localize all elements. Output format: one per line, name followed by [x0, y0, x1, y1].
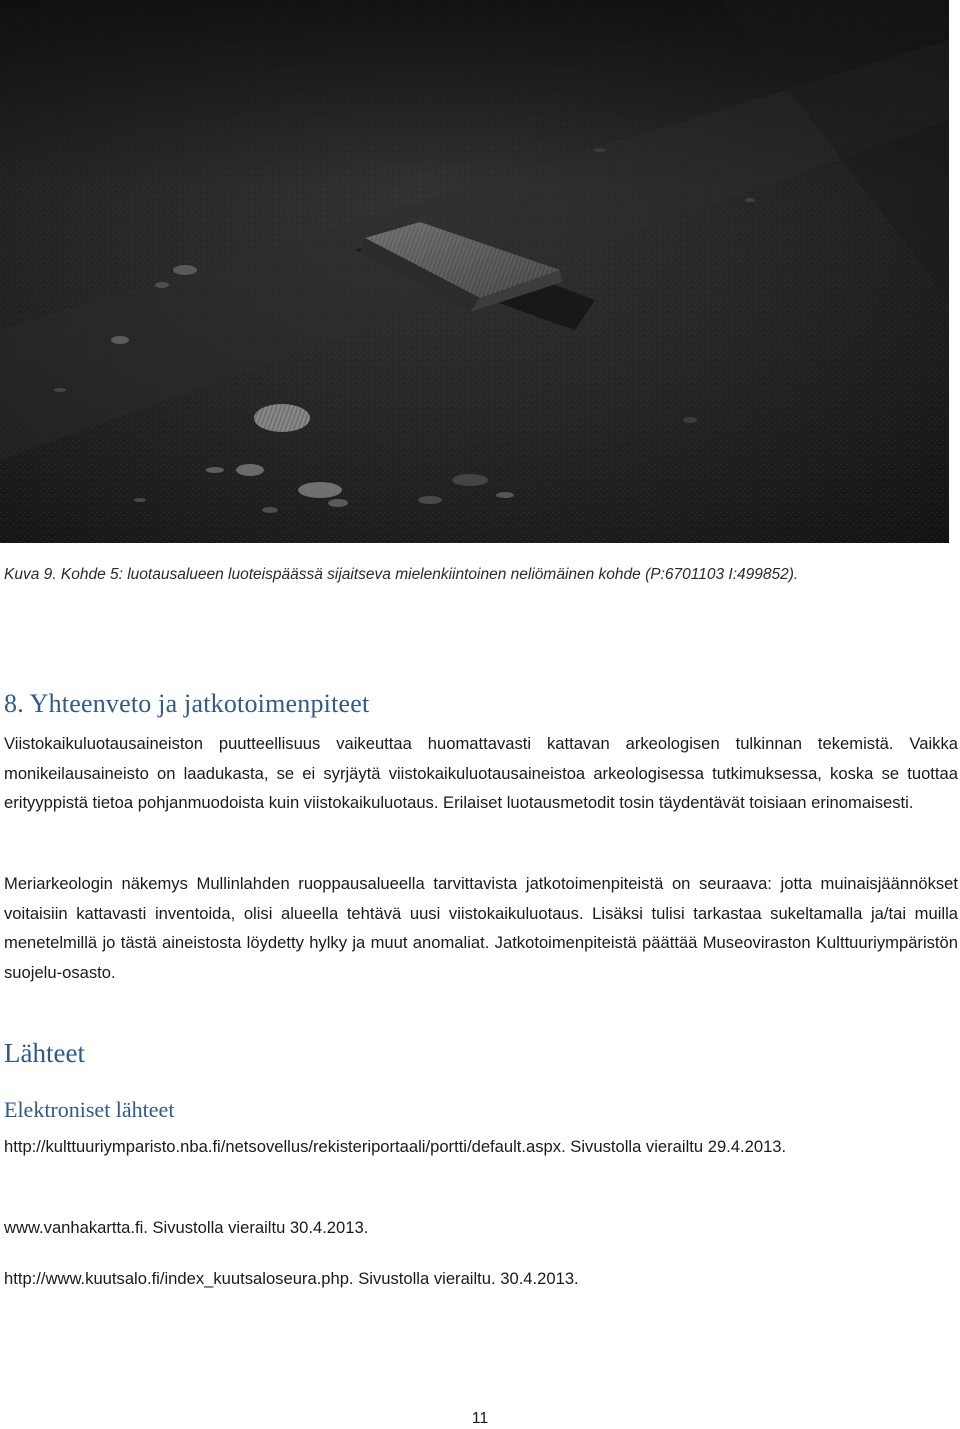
page-number: 11 [471, 1410, 489, 1427]
references-heading: Lähteet [4, 1038, 85, 1068]
section-heading: 8. Yhteenveto ja jatkotoimenpiteet [4, 689, 370, 718]
summary-paragraph-1: Viistokaikuluotausaineiston puutteellisuus vaikeuttaa huomattavasti kattavan arkeologisen tulkinnan tekemistä. Vaikka monikeilausaineisto on laadukasta, se ei syrjäytä viistokaikuluotausaineistoa arkeologisessa tutkimuksessa, koska se tuottaa erityyppistä tietoa pohjanmuodoista kuin viistokaikuluotaus. Erilaiset luotausmetodit tosin täydentävät toisiaan erinomaisesti. [4, 734, 958, 812]
sonar-image [0, 0, 949, 543]
electronic-sources-heading: Elektroniset lähteet [4, 1097, 175, 1122]
reference-item: www.vanhakartta.fi. Sivustolla vierailtu 30.4.2013. [4, 1218, 369, 1237]
figure-caption: Kuva 9. Kohde 5: luotausalueen luoteispäässä sijaitseva mielenkiintoinen neliömäinen kohde (P:6701103 I:499852). [4, 566, 799, 583]
reference-item: http://www.kuutsalo.fi/index_kuutsaloseura.php. Sivustolla vierailtu. 30.4.2013. [4, 1269, 579, 1288]
reference-item: http://kulttuuriymparisto.nba.fi/netsovellus/rekisteriportaali/portti/default.aspx. Sivustolla vierailtu 29.4.2013. [4, 1137, 787, 1156]
summary-paragraph-2: Meriarkeologin näkemys Mullinlahden ruoppausalueella tarvittavista jatkotoimenpiteistä on seuraava: jotta muinaisjäännökset voitaisiin kattavasti inventoida, olisi alueella tehtävä uusi viistokaikuluotaus. Lisäksi tulisi tarkastaa sukeltamalla ja/tai muilla menetelmillä jo tästä aineistosta löydetty hylky ja muut anomaliat. Jatkotoimenpiteistä päättää Museoviraston Kulttuuriympäristön suojelu-osasto. [4, 874, 958, 982]
